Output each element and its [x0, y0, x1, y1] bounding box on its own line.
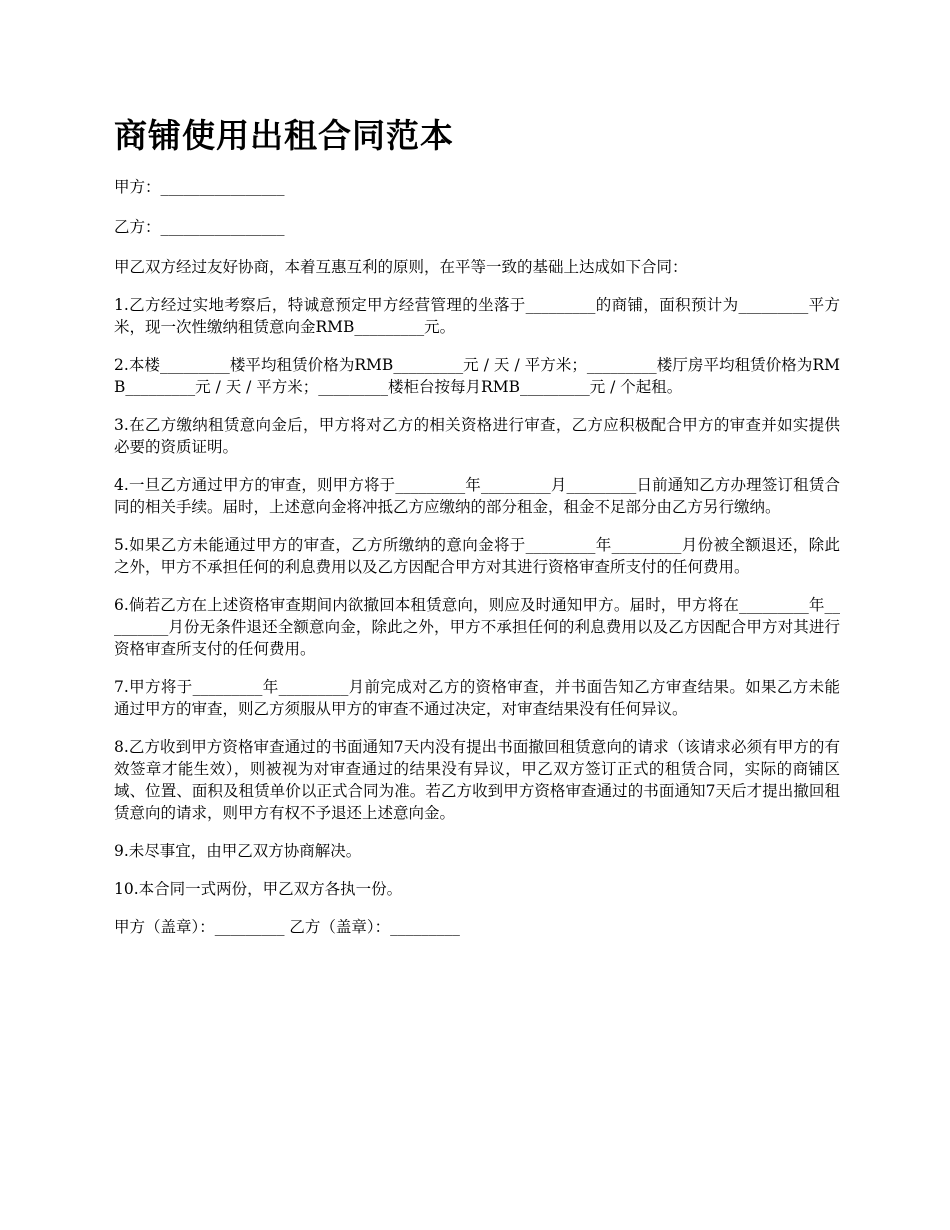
clause-5: 5.如果乙方未能通过甲方的审查，乙方所缴纳的意向金将于_________年_________月份被全额退还，除此之外，甲方不承担任何的利息费用以及乙方因配合甲方对其进行资格审查所支付的任何费用。 [114, 536, 840, 576]
clause-3: 3.在乙方缴纳租赁意向金后，甲方将对乙方的相关资格进行审查，乙方应积极配合甲方的审查并如实提供必要的资质证明。 [114, 416, 840, 456]
clause-10: 10.本合同一式两份，甲乙双方各执一份。 [114, 880, 403, 898]
party-a-line: 甲方：________________ [114, 178, 285, 196]
intro-paragraph: 甲乙双方经过友好协商，本着互惠互利的原则，在平等一致的基础上达成如下合同： [114, 258, 688, 276]
clause-8: 8.乙方收到甲方资格审查通过的书面通知7天内没有提出书面撤回租赁意向的请求（该请求必须有甲方的有效签章才能生效），则被视为对审查通过的结果没有异议，甲乙双方签订正式的租赁合同，实际的商铺区域、位置、面积及租赁单价以正式合同为准。若乙方收到甲方资格审查通过的书面通知7天后才提出撤回租赁意向的请求，则甲方有权不予退还上述意向金。 [114, 738, 840, 822]
signature-line: 甲方（盖章）：_________ 乙方（盖章）：_________ [114, 918, 460, 936]
clause-4: 4.一旦乙方通过甲方的审查，则甲方将于_________年_________月_________日前通知乙方办理签订租赁合同的相关手续。届时，上述意向金将冲抵乙方应缴纳的部分租金，租金不足部分由乙方另行缴纳。 [114, 476, 840, 516]
document-title: 商铺使用出租合同范本 [114, 116, 454, 155]
document-page [114, 110, 840, 938]
clause-2: 2.本楼_________楼平均租赁价格为RMB_________元 / 天 / 平方米；_________楼厅房平均租赁价格为RMB_________元 / 天 / 平方米；_________楼柜台按每月RMB_________元 / 个起租。 [114, 356, 840, 396]
clause-1: 1.乙方经过实地考察后，特诚意预定甲方经营管理的坐落于_________的商铺，面积预计为_________平方米，现一次性缴纳租赁意向金RMB_________元。 [114, 296, 840, 336]
clause-6: 6.倘若乙方在上述资格审查期间内欲撤回本租赁意向，则应及时通知甲方。届时，甲方将在_________年_________月份无条件退还全额意向金，除此之外，甲方不承担任何的利息费用以及乙方因配合甲方对其进行资格审查所支付的任何费用。 [114, 596, 840, 658]
clause-9: 9.未尽事宜，由甲乙双方协商解决。 [114, 842, 362, 860]
clause-7: 7.甲方将于_________年_________月前完成对乙方的资格审查，并书面告知乙方审查结果。如果乙方未能通过甲方的审查，则乙方须服从甲方的审查不通过决定，对审查结果没有任何异议。 [114, 678, 840, 718]
party-b-line: 乙方：________________ [114, 218, 285, 236]
